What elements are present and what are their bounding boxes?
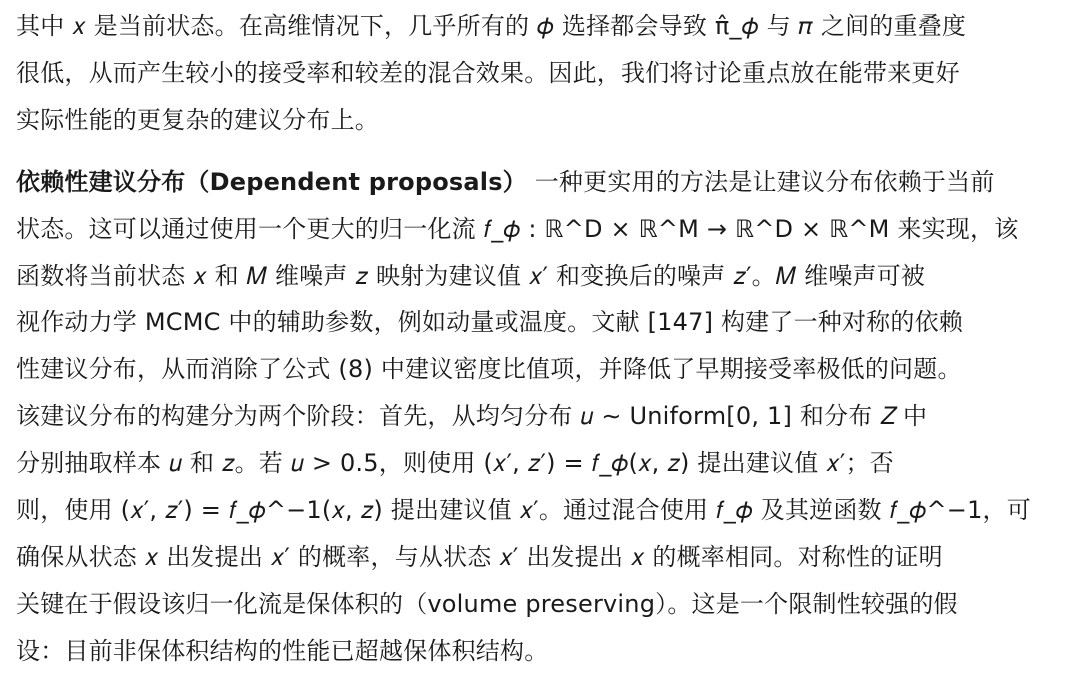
text-line: 视作动力学 MCMC 中的辅助参数，例如动量或温度。文献 [147] 构建了一种对称的依赖 bbox=[16, 308, 963, 336]
heading-line bbox=[16, 162, 995, 202]
text-line: 关键在于假设该归一化流是保体积的（volume preserving）。这是一个限制性较强的假 bbox=[16, 590, 958, 618]
heading-line-text: 一种更实用的方法是让建议分布依赖于当前 bbox=[534, 168, 995, 196]
text-line: 实际性能的更复杂的建议分布上。 bbox=[16, 106, 379, 134]
paragraph-heading: 依赖性建议分布（Dependent proposals） bbox=[16, 168, 527, 196]
text-line: 该建议分布的构建分为两个阶段：首先，从均匀分布 𝑢 ∼ Uniform[0, 1] 和分布 𝑍 中 bbox=[16, 402, 928, 430]
text-line: 设：目前非保体积结构的性能已超越保体积结构。 bbox=[16, 637, 549, 665]
text-line: 则，使用 (𝑥′, 𝑧′) = 𝑓_𝜙^−1(𝑥, 𝑧) 提出建议值 𝑥′。通过混合使用 𝑓_𝜙 及其逆函数 𝑓_𝜙^−1，可 bbox=[16, 496, 1031, 524]
text-line: 状态。这可以通过使用一个更大的归一化流 𝑓_𝜙 : ℝ^D × ℝ^M → ℝ^D × ℝ^M 来实现，该 bbox=[16, 215, 1019, 243]
text-line: 性建议分布，从而消除了公式 (8) 中建议密度比值项，并降低了早期接受率极低的问题。 bbox=[16, 355, 962, 383]
text-line: 其中 𝑥 是当前状态。在高维情况下，几乎所有的 𝜙 选择都会导致 π̂_𝜙 与 𝜋 之间的重叠度 bbox=[16, 12, 967, 40]
text-line: 确保从状态 𝑥 出发提出 𝑥′ 的概率，与从状态 𝑥′ 出发提出 𝑥 的概率相同。对称性的证明 bbox=[16, 543, 943, 571]
text-line: 函数将当前状态 𝑥 和 𝑀 维噪声 𝑧 映射为建议值 𝑥′ 和变换后的噪声 𝑧′。𝑀 维噪声可被 bbox=[16, 262, 926, 290]
text-line: 很低，从而产生较小的接受率和较差的混合效果。因此，我们将讨论重点放在能带来更好 bbox=[16, 59, 960, 87]
text-line: 分别抽取样本 𝑢 和 𝑧。若 𝑢 > 0.5，则使用 (𝑥′, 𝑧′) = 𝑓_𝜙(𝑥, 𝑧) 提出建议值 𝑥′；否 bbox=[16, 449, 894, 477]
